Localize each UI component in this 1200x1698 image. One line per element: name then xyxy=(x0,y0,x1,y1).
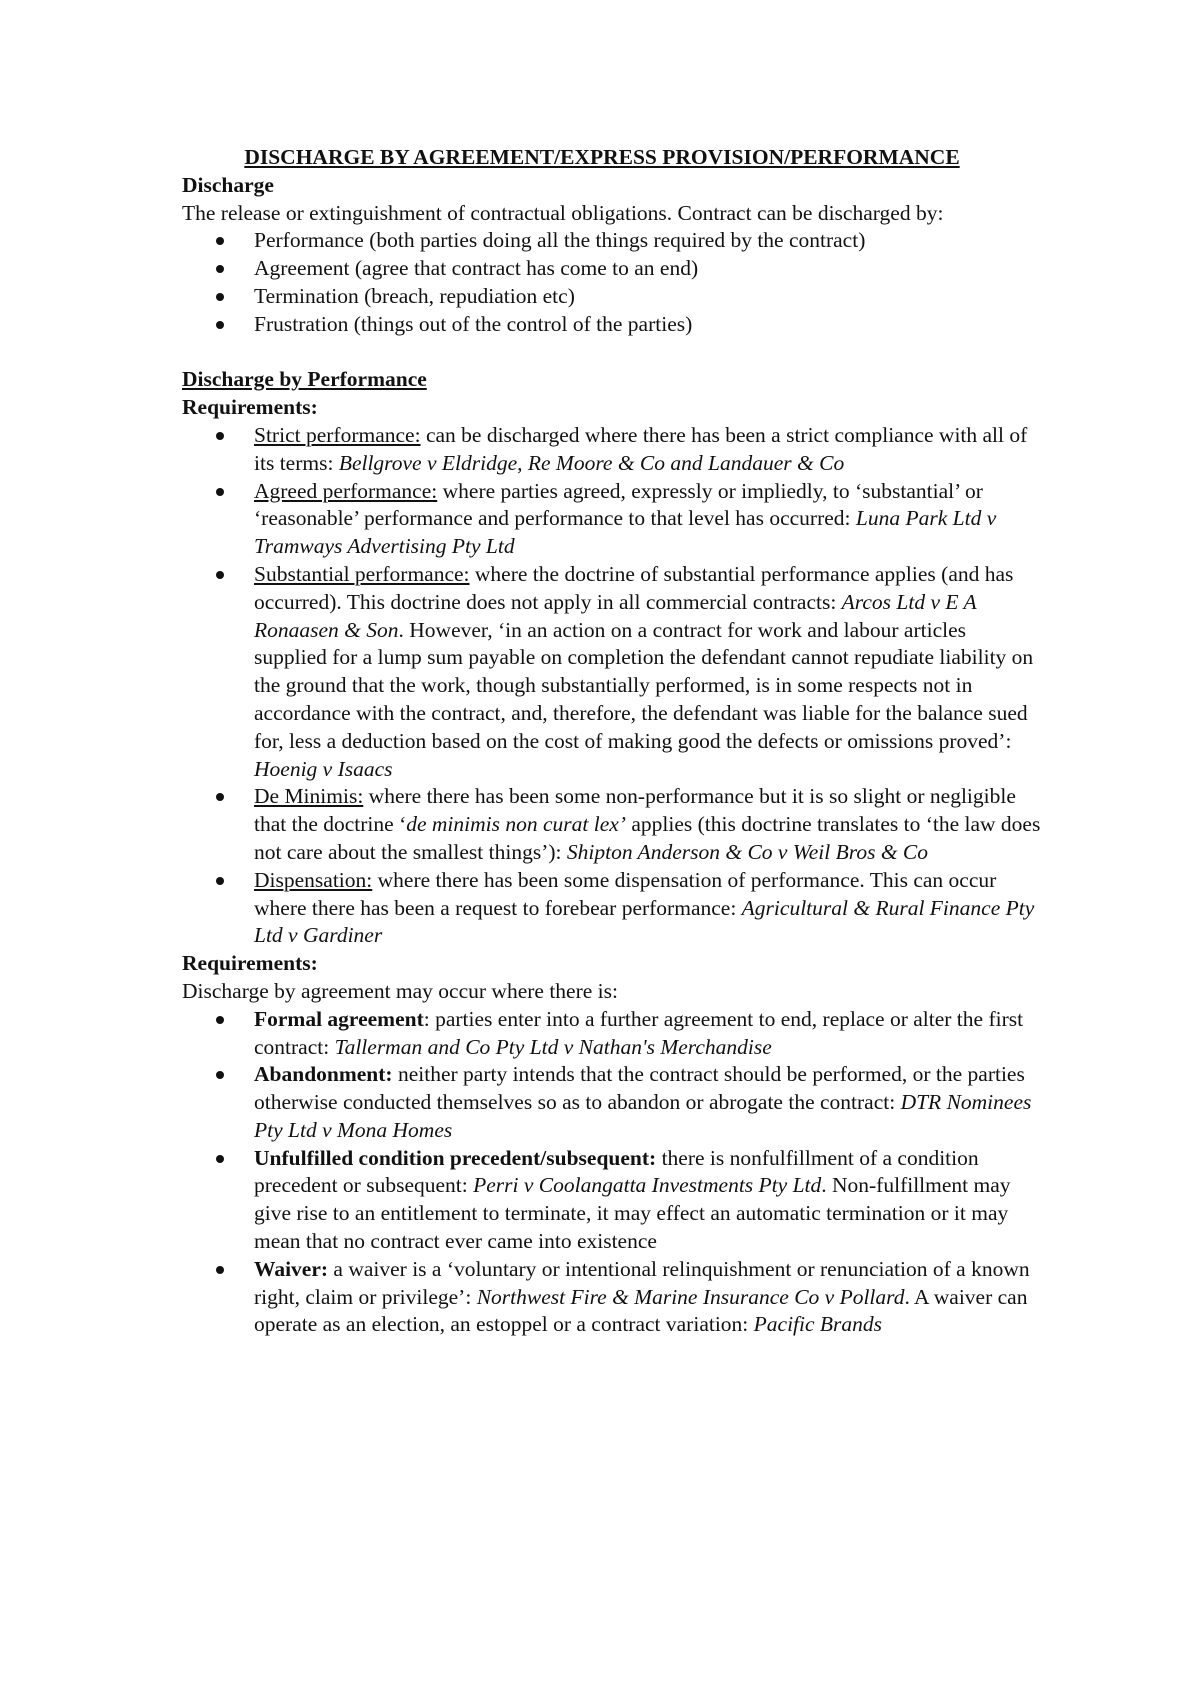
document-title: DISCHARGE BY AGREEMENT/EXPRESS PROVISION/PERFORMANCE xyxy=(244,145,960,169)
list-item: Formal agreement: parties enter into a further agreement to end, replace or alter the first contract: Tallerman and Co Pty Ltd v Nathan's Merchandise xyxy=(182,1006,1042,1062)
spacer xyxy=(182,339,1042,367)
bullet-icon xyxy=(216,1071,224,1079)
list-item: Agreement (agree that contract has come to an end) xyxy=(182,255,1042,283)
case-citation: Perri v Coolangatta Investments Pty Ltd xyxy=(473,1173,822,1198)
item-label: Substantial performance: xyxy=(254,561,470,586)
discharge-heading: Discharge xyxy=(182,172,274,197)
document-body xyxy=(182,144,1042,1339)
bullet-icon xyxy=(216,237,224,245)
item-label: De Minimis: xyxy=(254,784,364,809)
item-label: Agreed performance: xyxy=(254,478,438,503)
list-item: Termination (breach, repudiation etc) xyxy=(182,283,1042,311)
case-citation: Hoenig v Isaacs xyxy=(254,756,393,781)
bullet-icon xyxy=(216,265,224,273)
agreement-intro: Discharge by agreement may occur where there is: xyxy=(182,978,618,1003)
bullet-icon xyxy=(216,1266,224,1274)
case-citation: Tallerman and Co Pty Ltd v Nathan's Merchandise xyxy=(334,1034,772,1059)
case-citation: Shipton Anderson & Co v Weil Bros & Co xyxy=(566,839,929,864)
case-citation: Bellgrove v Eldridge, Re Moore & Co and Landauer & Co xyxy=(338,450,845,475)
latin-phrase: de minimis non curat lex’ xyxy=(406,812,626,837)
bullet-icon xyxy=(216,432,224,440)
list-item: Dispensation: where there has been some dispensation of performance. This can occur where there has been a request to forebear performance: Agricultural & Rural Finance Pty Ltd v Gardiner xyxy=(182,867,1042,950)
performance-heading: Discharge by Performance xyxy=(182,367,427,392)
bullet-icon xyxy=(216,877,224,885)
case-citation: Northwest Fire & Marine Insurance Co v Pollard xyxy=(476,1284,905,1309)
discharge-intro: The release or extinguishment of contractual obligations. Contract can be discharged by: xyxy=(182,200,944,225)
discharge-list xyxy=(182,227,1042,338)
bullet-icon xyxy=(216,293,224,301)
bullet-icon xyxy=(216,571,224,579)
case-citation: Pacific Brands xyxy=(753,1312,883,1337)
case-citation: DTR Nominees Pty Ltd v Mona Homes xyxy=(254,1090,1032,1142)
item-label: Formal agreement xyxy=(254,1006,424,1031)
bullet-icon xyxy=(216,793,224,801)
performance-list xyxy=(182,422,1042,950)
case-citation: Arcos Ltd v E A Ronaasen & Son xyxy=(254,589,977,642)
list-item: Waiver: a waiver is a ‘voluntary or intentional relinquishment or renunciation of a known right, claim or privilege’: Northwest Fire & Marine Insurance Co v Pollard. A waiver can operate as an election, an estoppel or a contract variation: Pacific Brands xyxy=(182,1256,1042,1339)
case-citation: Luna Park Ltd v Tramways Advertising Pty Ltd xyxy=(254,506,997,559)
agreement-requirements-heading: Requirements: xyxy=(182,951,318,976)
agreement-list xyxy=(182,1006,1042,1340)
item-label: Dispensation: xyxy=(254,867,373,892)
list-item: Performance (both parties doing all the things required by the contract) xyxy=(182,227,1042,255)
case-citation: Agricultural & Rural Finance Pty Ltd v Gardiner xyxy=(254,895,1035,948)
list-item: Frustration (things out of the control of the parties) xyxy=(182,311,1042,339)
item-label: Strict performance: xyxy=(254,422,421,447)
list-item: Unfulfilled condition precedent/subsequent: there is nonfulfillment of a condition precedent or subsequent: Perri v Coolangatta Investments Pty Ltd. Non-fulfillment may give rise to an entitlement to terminate, it may effect an automatic termination or it may mean that no contract ever came into existence xyxy=(182,1145,1042,1256)
bullet-icon xyxy=(216,1155,224,1163)
list-item: Substantial performance: where the doctrine of substantial performance applies (and has occurred). This doctrine does not apply in all commercial contracts: Arcos Ltd v E A Ronaasen & Son. However, ‘in an action on a contract for work and labour articles supplied for a lump sum payable on completion the defendant cannot repudiate liability on the ground that the work, though substantially performed, is in some respects not in accordance with the contract, and, therefore, the defendant was liable for the balance sued for, less a deduction based on the cost of making good the defects or omissions proved’: Hoenig v Isaacs xyxy=(182,561,1042,783)
performance-requirements-heading: Requirements: xyxy=(182,395,318,420)
item-label: Abandonment: xyxy=(254,1062,393,1087)
list-item: Abandonment: neither party intends that the contract should be performed, or the parties otherwise conducted themselves so as to abandon or abrogate the contract: DTR Nominees Pty Ltd v Mona Homes xyxy=(182,1061,1042,1144)
bullet-icon xyxy=(216,488,224,496)
list-item: Strict performance: can be discharged where there has been a strict compliance with all of its terms: Bellgrove v Eldridge, Re Moore & Co and Landauer & Co xyxy=(182,422,1042,478)
item-label: Waiver: xyxy=(254,1256,329,1281)
bullet-icon xyxy=(216,321,224,329)
list-item: Agreed performance: where parties agreed, expressly or impliedly, to ‘substantial’ or ‘reasonable’ performance and performance to that level has occurred: Luna Park Ltd v Tramways Advertising Pty Ltd xyxy=(182,478,1042,561)
item-label: Unfulfilled condition precedent/subsequent: xyxy=(254,1145,657,1170)
bullet-icon xyxy=(216,1016,224,1024)
list-item: De Minimis: where there has been some non-performance but it is so slight or negligible that the doctrine ‘de minimis non curat lex’ applies (this doctrine translates to ‘the law does not care about the smallest things’): Shipton Anderson & Co v Weil Bros & Co xyxy=(182,783,1042,866)
